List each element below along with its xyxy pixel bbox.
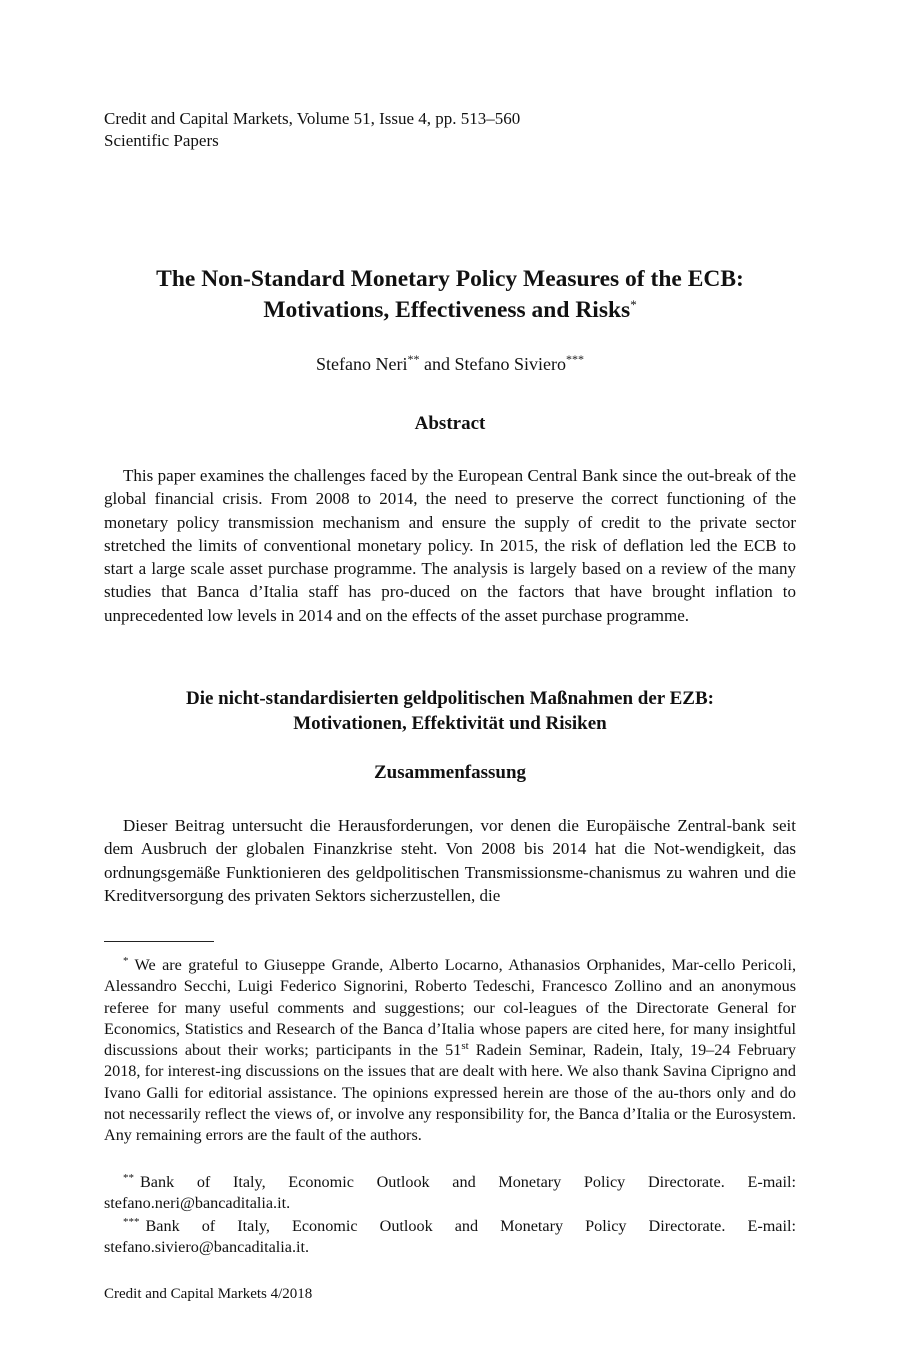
footnote-1-mark: * [123, 955, 129, 967]
german-title-line-1: Die nicht-standardisierten geldpolitischen Maßnahmen der EZB: [186, 688, 714, 709]
title-footnote-mark[interactable]: * [630, 297, 637, 312]
footnote-1-text-b: Radein Seminar, Radein, Italy, 19–24 February 2018, for interest-ing discussions on the issues that are dealt with here. We also thank Savina Ciprigno and Ivano Galli for editorial assistance. The opinions expressed herein are those of the au-thors only and do not necessarily reflect the views of, or involve any responsibility for, the Banca d’Italia or the Eurosystem. Any remaining errors are the fault of the authors. [104, 1041, 797, 1145]
abstract-line: duced on the factors that have brought inflation to unprecedented low levels in 2014 and [104, 582, 796, 625]
abstract-line: functioning of the monetary policy transmission mechanism and ensure the supply of [104, 489, 796, 532]
title-line-2 [60, 295, 840, 326]
abstract-line: on the effects of the asset purchase programme. [365, 605, 690, 625]
footnote-3-text: Bank of Italy, Economic Outlook and Monetary Policy Directorate. E-mail: stefano.siviero@bancaditalia.it. [104, 1217, 796, 1257]
author-conjunction: and [419, 354, 455, 374]
zusammenfassung-line: bank seit dem Ausbruch der globalen Finanzkrise steht. Von 2008 bis 2014 hat die Not- [104, 816, 796, 859]
footnote-1 [104, 955, 796, 1147]
zusammenfassung-line: chanismus zu wahren und die Kreditversorgung des privaten Sektors sicherzustellen, die [104, 862, 796, 905]
journal-citation: Credit and Capital Markets, Volume 51, Issue 4, pp. 513–560 [104, 109, 521, 128]
page-footer: Credit and Capital Markets 4/2018 [104, 1286, 313, 1302]
footnote-3-mark: *** [123, 1216, 140, 1228]
footnote-2 [104, 1172, 796, 1215]
footnote-2-text: Bank of Italy, Economic Outlook and Monetary Policy Directorate. E-mail: stefano.neri@bancaditalia.it. [104, 1173, 796, 1213]
abstract-line: break of the global financial crisis. From 2008 to 2014, the need to preserve the correct [104, 466, 796, 509]
german-title-line-2: Motivationen, Effektivität und Risiken [293, 713, 607, 734]
section-label: Scientific Papers [104, 131, 219, 150]
footnote-3 [104, 1216, 796, 1259]
title-line-2-text: Motivations, Effectiveness and Risks [263, 297, 631, 323]
german-title [60, 686, 840, 736]
footnote-1-text-a: We are grateful to Giuseppe Grande, Alberto Locarno, Athanasios Orphanides, Mar-cello Pericoli, Alessandro Secchi, Luigi Federico Signorini, Roberto Tedeschi, Francesco Zollino and an anonymous referee for many useful comments and suggestions; our col-leagues of the Directorate General for Economics, Statistics and Research of the Banca d’Italia whose papers are cited here, for many insightful discussions about their works; participants in the 51 [104, 956, 796, 1060]
zusammenfassung-paragraph [104, 814, 796, 907]
zusammenfassung-heading: Zusammenfassung [373, 762, 527, 783]
abstract-line: analysis is largely based on a review of the many studies that Banca d’Italia staff has pro- [104, 559, 797, 602]
paper-title [60, 264, 840, 326]
footnote-1-ordinal: st [461, 1040, 469, 1053]
abstract-paragraph [104, 464, 796, 627]
author-2-footnote-mark[interactable]: *** [565, 352, 584, 366]
journal-header [104, 108, 520, 152]
title-line-1: The Non-Standard Monetary Policy Measures of the ECB: [156, 266, 744, 292]
author-1-footnote-mark[interactable]: ** [407, 352, 420, 366]
abstract-line: This paper examines the challenges faced by the European Central Bank since the out- [123, 466, 715, 485]
author-line [60, 352, 840, 376]
author-name-1: Stefano Neri [316, 354, 408, 374]
abstract-line: credit to the private sector stretched the limits of conventional monetary policy. In 2015, [104, 512, 796, 555]
zusammenfassung-line: Dieser Beitrag untersucht die Herausforderungen, vor denen die Europäische Zentral- [123, 816, 733, 835]
footnote-2-mark: ** [123, 1172, 134, 1184]
footnote-divider [104, 941, 214, 942]
author-name-2: Stefano Siviero [454, 354, 566, 374]
abstract-line: the risk of deflation led the ECB to start a large scale asset purchase programme. The [104, 535, 796, 579]
zusammenfassung-line: wendigkeit, das ordnungsgemäße Funktionieren des geldpolitischen Transmissionsme- [104, 839, 796, 882]
abstract-heading: Abstract [414, 413, 486, 434]
